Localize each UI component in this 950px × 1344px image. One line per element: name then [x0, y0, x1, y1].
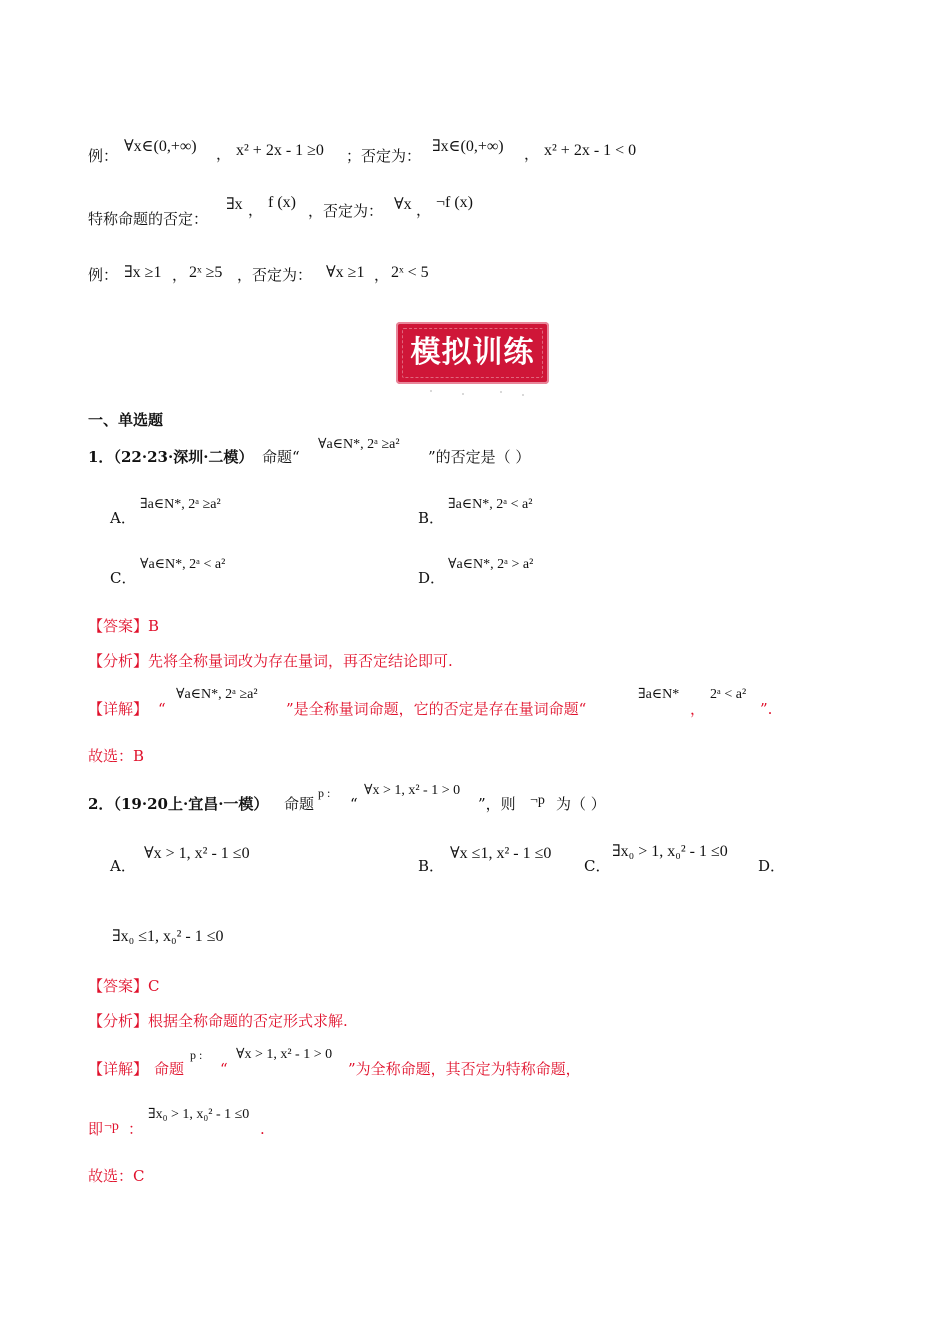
ji-end: . — [260, 1120, 265, 1138]
formula-not-fx: ¬f (x) — [436, 194, 474, 211]
option-a-label: A． — [110, 509, 136, 527]
question-stem-prefix: 命题“ — [262, 448, 300, 466]
formula-exists-ge1: ∃x ≥1 — [124, 264, 162, 281]
answer-value: B — [148, 617, 160, 635]
detail-tag: 【详解】 — [88, 700, 149, 718]
example-label: 例： — [88, 266, 119, 284]
q2-choose: 故选：C — [88, 1167, 145, 1185]
formula-fx: f (x) — [268, 194, 296, 211]
formula-power-ge5: 2ˣ ≥5 — [189, 264, 223, 281]
question-2-stem — [0, 782, 950, 822]
option-d-formula: ∀a∈N*, 2ᵃ > a² — [448, 557, 534, 572]
ji-not-p: ¬p — [104, 1119, 119, 1134]
stem-formula: ∀x > 1, x² - 1 > 0 — [364, 783, 461, 798]
particular-negation-rule — [0, 192, 950, 232]
answer-value: C — [148, 977, 160, 995]
analysis-text: 先将全称量词改为存在量词，再否定结论即可. — [148, 652, 453, 670]
comma: ， — [690, 700, 706, 718]
negation-label: ，否定为： — [237, 266, 313, 284]
comma: ， — [416, 201, 432, 219]
option-c-label: C． — [584, 857, 611, 875]
question-source: （19·20上·宜昌·一模） — [106, 795, 269, 813]
option-a-label: A． — [110, 857, 136, 875]
option-b-label: B． — [418, 857, 445, 875]
detail-formula-2: ∃a∈N* — [638, 687, 680, 702]
q1-detail — [0, 684, 950, 724]
question-stem-mid: ”，则 — [478, 795, 516, 813]
negation-label: ，否定为： — [308, 202, 384, 220]
formula-forall-ge1: ∀x ≥1 — [326, 264, 365, 281]
option-d-formula: ∃x₀ ≤1, x₀² - 1 ≤0 — [112, 928, 224, 945]
answer-tag: 【答案】 — [88, 977, 149, 995]
quote-close: ”. — [760, 700, 773, 718]
intro-example-1 — [0, 132, 950, 172]
practice-banner — [396, 322, 549, 384]
q1-choose: 故选：B — [88, 747, 145, 765]
ji-colon: ： — [128, 1120, 144, 1138]
option-b-label: B． — [418, 509, 445, 527]
detail-proposition-p: p : — [190, 1048, 203, 1062]
comma: ， — [216, 145, 232, 163]
q2-answer — [88, 977, 160, 995]
option-d-label: D． — [418, 569, 446, 587]
stem-proposition-p: p : — [318, 786, 331, 800]
quote-open: “ — [158, 700, 166, 718]
analysis-tag: 【分析】 — [88, 1012, 149, 1030]
ji-prefix: 即 — [88, 1120, 104, 1138]
formula-forall-interval: ∀x∈(0,+∞) — [124, 138, 197, 155]
question-number: 1． — [88, 448, 114, 466]
quote-open: “ — [350, 795, 358, 813]
option-a-formula: ∀x > 1, x² - 1 ≤0 — [144, 845, 250, 862]
option-b-formula: ∀x ≤1, x² - 1 ≤0 — [450, 845, 552, 862]
question-1-stem — [0, 436, 950, 476]
stem-not-p: ¬p — [530, 793, 545, 808]
question-stem-suffix: ”的否定是（ ） — [428, 448, 531, 466]
comma: ， — [524, 145, 540, 163]
comma: ， — [172, 266, 188, 284]
q1-options-row-2 — [0, 552, 950, 592]
option-d-label: D． — [758, 857, 786, 875]
detail-formula-3: 2ᵃ < a² — [710, 687, 747, 702]
answer-tag: 【答案】 — [88, 617, 149, 635]
intro-example-2 — [0, 258, 950, 298]
quote-open: “ — [220, 1060, 228, 1078]
banner-speck — [522, 394, 524, 396]
option-c-formula: ∃x₀ > 1, x₀² - 1 ≤0 — [612, 843, 728, 860]
detail-middle-text: ”是全称量词命题，它的否定是存在量词命题“ — [286, 700, 587, 718]
detail-formula: ∀x > 1, x² - 1 > 0 — [236, 1047, 333, 1062]
ji-formula: ∃x₀ > 1, x₀² - 1 ≤0 — [148, 1107, 250, 1122]
question-source: （22·23·深圳·二模） — [106, 448, 254, 466]
detail-suffix: ”为全称命题，其否定为特称命题， — [348, 1060, 581, 1078]
question-stem-suffix: 为（ ） — [556, 795, 606, 813]
q1-options-row-1 — [0, 492, 950, 532]
banner-speck — [430, 390, 432, 392]
rule-label: 特称命题的否定： — [88, 210, 209, 228]
q2-conclusion — [0, 1102, 950, 1142]
q2-detail — [0, 1044, 950, 1084]
option-a-formula: ∃a∈N*, 2ᵃ ≥a² — [140, 497, 221, 512]
formula-exists-x: ∃x — [226, 196, 243, 213]
option-c-formula: ∀a∈N*, 2ᵃ < a² — [140, 557, 226, 572]
analysis-text: 根据全称命题的否定形式求解. — [148, 1012, 348, 1030]
example-label: 例： — [88, 147, 119, 165]
q1-answer — [88, 617, 159, 635]
option-c-label: C． — [110, 569, 137, 587]
option-b-formula: ∃a∈N*, 2ᵃ < a² — [448, 497, 533, 512]
q1-analysis — [88, 652, 453, 670]
formula-negated-inequality: x² + 2x - 1 < 0 — [544, 142, 637, 159]
detail-formula-1: ∀a∈N*, 2ᵃ ≥a² — [176, 687, 258, 702]
comma: ， — [248, 201, 264, 219]
section-title: 一、单选题 — [88, 411, 164, 429]
banner-speck — [462, 393, 464, 395]
q2-options-row — [0, 842, 950, 882]
formula-inequality: x² + 2x - 1 ≥0 — [236, 142, 324, 159]
formula-exists-interval: ∃x∈(0,+∞) — [432, 138, 504, 155]
analysis-tag: 【分析】 — [88, 652, 149, 670]
formula-power-lt5: 2ˣ < 5 — [391, 264, 429, 281]
stem-formula: ∀a∈N*, 2ᵃ ≥a² — [318, 437, 400, 452]
formula-forall-x: ∀x — [394, 196, 412, 213]
negation-label: ；否定为： — [346, 147, 422, 165]
question-stem-prefix: 命题 — [284, 795, 315, 813]
banner-title: 模拟训练 — [410, 335, 535, 370]
detail-prefix: 命题 — [154, 1060, 185, 1078]
banner-speck — [500, 391, 502, 393]
question-number: 2． — [88, 795, 114, 813]
detail-tag: 【详解】 — [88, 1060, 149, 1078]
comma: ， — [374, 266, 390, 284]
q2-analysis — [88, 1012, 348, 1030]
